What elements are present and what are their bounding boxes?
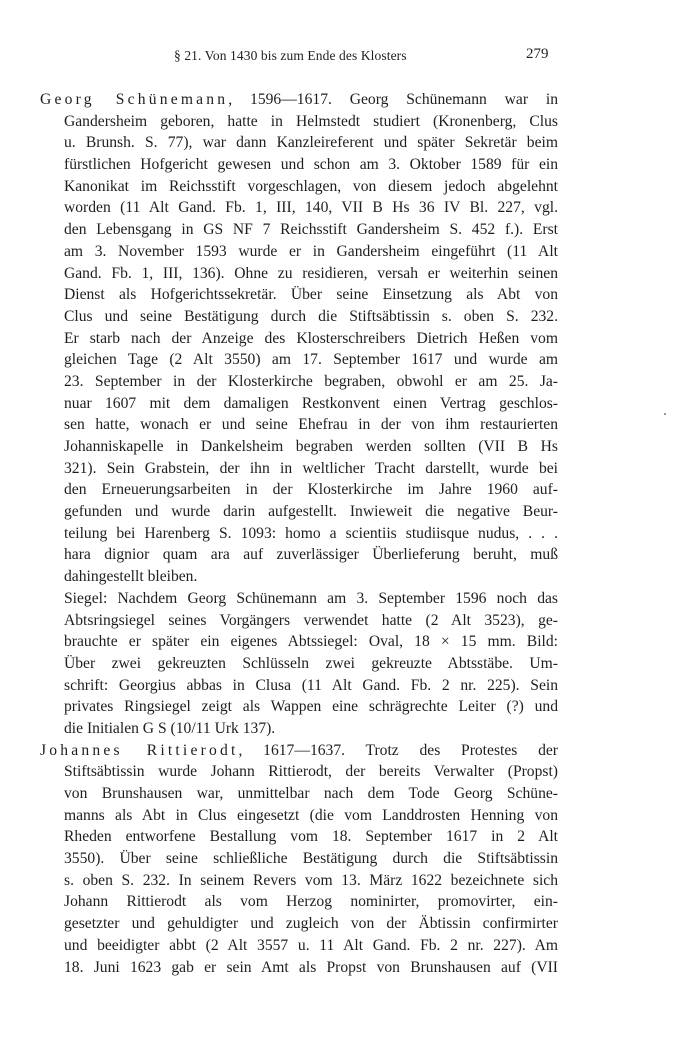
text-line: sen hatte, wonach er und seine Ehefrau in der von ihm restaurierten — [64, 416, 558, 434]
person-name: Johannes Rittierodt — [40, 741, 239, 759]
page-number: 279 — [526, 46, 549, 62]
text-line: dahingestellt bleiben. — [64, 568, 198, 586]
text-line: hara dignior quam ara auf zuverlässiger Überlieferung beruht, muß — [64, 546, 558, 564]
text-line: Rheden entworfene Bestallung vom 18. September 1617 in 2 Alt — [64, 828, 558, 846]
text-line: am 3. November 1593 wurde er in Gandersheim eingeführt (11 Alt — [64, 242, 558, 260]
person-name: Georg Schünemann — [40, 91, 229, 108]
running-header: § 21. Von 1430 bis zum Ende des Klosters — [174, 48, 407, 63]
text-line: manns als Abt in Clus eingesetzt (die vom Landdrosten Henning von — [64, 806, 558, 824]
text-line: worden (11 Alt Gand. Fb. 1, III, 140, VII B Hs 36 IV Bl. 227, vgl. — [64, 199, 558, 217]
text-line: fürstlichen Hofgericht gewesen und schon am 3. Oktober 1589 für ein — [64, 156, 558, 174]
seal-paragraph-line: Siegel: Nachdem Georg Schünemann am 3. September 1596 noch das — [64, 589, 558, 607]
text-line: den Lebensgang in GS NF 7 Reichsstift Gandersheim S. 452 f.). Erst — [64, 221, 558, 239]
text-line: Kanonikat im Reichsstift vorgeschlagen, von diesem jedoch abgelehnt — [64, 177, 558, 195]
text-line: privates Ringsiegel zeigt als Wappen eine schrägrechte Leiter (?) und — [64, 698, 558, 716]
text-line: 23. September in der Klosterkirche begraben, obwohl er am 25. Ja- — [64, 372, 558, 390]
text-line: von Brunshausen war, unmittelbar nach dem Tode Georg Schüne- — [64, 785, 558, 802]
entry-heading-line: Johannes Rittierodt, 1617—1637. Trotz des Protestes der — [40, 741, 558, 759]
text-line: Gand. Fb. 1, III, 136). Ohne zu residieren, versah er weiterhin seinen — [64, 264, 558, 282]
text-line: Dienst als Hofgerichtssekretär. Über seine Einsetzung als Abt von — [64, 286, 558, 304]
text-line: Abtsringsiegel seines Vorgängers verwendet hatte (2 Alt 3523), ge- — [64, 611, 558, 629]
text-line: teilung bei Harenberg S. 1093: homo a scientiis studiisque nudus, . . . — [64, 524, 558, 542]
text-line: Er starb nach der Anzeige des Klosterschreibers Dietrich Heßen vom — [64, 329, 558, 347]
text-line: Stiftsäbtissin wurde Johann Rittierodt, der bereits Verwalter (Propst) — [64, 763, 558, 781]
entry-heading-line: Georg Schünemann, 1596—1617. Georg Schünemann war in — [40, 91, 558, 108]
entry-johannes-rittierodt — [40, 740, 558, 979]
text-line: u. Brunsh. S. 77), war dann Kanzleireferent und später Sekretär beim — [64, 134, 558, 152]
text-line: und beeidigter abbt (2 Alt 3557 u. 11 Alt Gand. Fb. 2 nr. 227). Am — [64, 936, 558, 954]
text-line: gefunden und wurde darin aufgestellt. Inwieweit die negative Beur- — [64, 503, 558, 521]
text-line: brauchte er später ein eigenes Abtssiegel: Oval, 18 × 15 mm. Bild: — [64, 633, 558, 651]
body-text — [40, 89, 558, 978]
text-line: 18. Juni 1623 gab er sein Amt als Propst von Brunshausen auf (VII — [64, 958, 558, 976]
margin-speck — [664, 413, 666, 415]
text-line: 3550). Über seine schließliche Bestätigung durch die Stiftsäbtissin — [64, 850, 558, 868]
text-line: schrift: Georgius abbas in Clusa (11 Alt Gand. Fb. 2 nr. 225). Sein — [64, 676, 558, 694]
text-line: Clus und seine Bestätigung durch die Stiftsäbtissin s. oben S. 232. — [64, 307, 558, 325]
text-line: Johanniskapelle in Dankelsheim begraben werden sollten (VII B Hs — [64, 438, 558, 455]
text-line: den Erneuerungsarbeiten in der Klosterkirche im Jahre 1960 auf- — [64, 481, 558, 499]
text-line: Über zwei gekreuzten Schlüsseln zwei gekreuzte Abtsstäbe. Um- — [64, 654, 558, 672]
text-line: gleichen Tage (2 Alt 3550) am 17. September 1617 und wurde am — [64, 351, 558, 369]
text-line: gesetzter und gehuldigter und zugleich von der Äbtissin confirmirter — [64, 915, 558, 933]
text-line: s. oben S. 232. In seinem Revers vom 13. März 1622 bezeichnete sich — [64, 871, 558, 889]
text-line: 321). Sein Grabstein, der ihn in weltlicher Tracht darstellt, wurde bei — [64, 459, 558, 477]
text-line: die Initialen G S (10/11 Urk 137). — [64, 719, 276, 737]
entry-georg-schuenemann — [40, 89, 558, 740]
text-line: Gandersheim geboren, hatte in Helmstedt studiert (Kronenberg, Clus — [64, 112, 558, 130]
text-line: Johann Rittierodt als vom Herzog nominirter, promovirter, ein- — [64, 893, 558, 911]
text-line: nuar 1607 mit dem damaligen Restkonvent einen Vertrag geschlos- — [64, 394, 558, 412]
